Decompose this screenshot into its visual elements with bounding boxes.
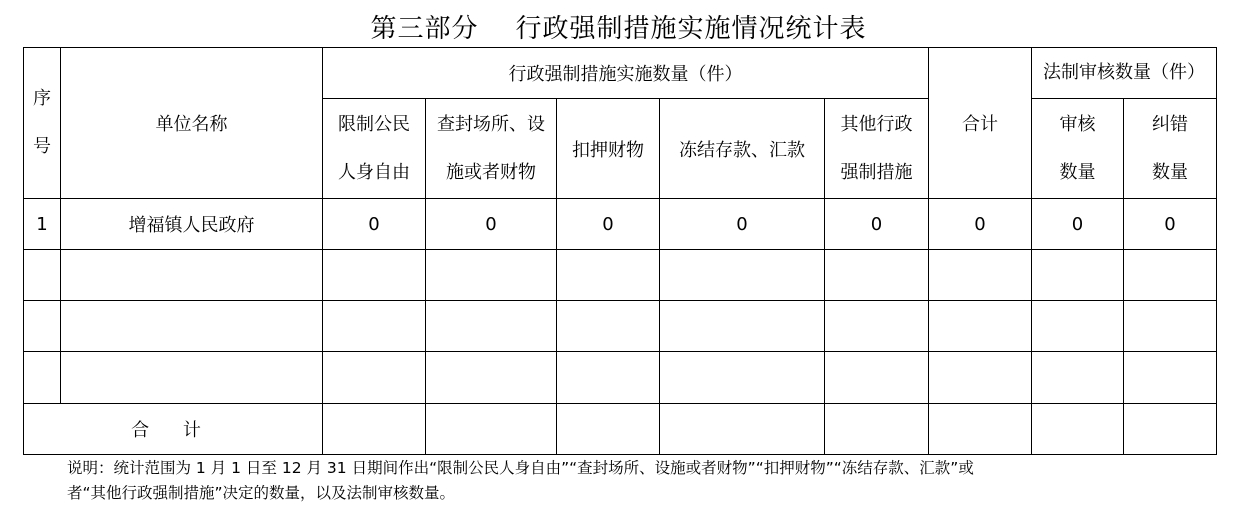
total-value-cell [557, 404, 660, 455]
unit-cell: 增福镇人民政府 [61, 199, 323, 250]
seq-header: 序 号 [24, 48, 61, 199]
total-value-cell [426, 404, 557, 455]
seq-cell: 1 [24, 199, 61, 250]
unit-cell [61, 352, 323, 404]
value-cell [1124, 250, 1217, 301]
statistics-table [23, 47, 1217, 455]
value-cell: 0 [1032, 199, 1124, 250]
total-header: 合计 [929, 48, 1032, 199]
table-row [24, 301, 1217, 352]
col-header-freeze-deposits: 冻结存款、汇款 [660, 99, 825, 199]
value-cell [323, 250, 426, 301]
value-cell [929, 352, 1032, 404]
value-cell [1124, 352, 1217, 404]
total-value-cell [323, 404, 426, 455]
value-cell [929, 301, 1032, 352]
value-cell [1032, 250, 1124, 301]
value-cell [1032, 301, 1124, 352]
unit-cell [61, 250, 323, 301]
value-cell: 0 [323, 199, 426, 250]
unit-name-header: 单位名称 [61, 48, 323, 199]
value-cell [557, 250, 660, 301]
unit-cell [61, 301, 323, 352]
value-cell: 0 [426, 199, 557, 250]
col-header-review-count: 审核 数量 [1032, 99, 1124, 199]
value-cell [825, 250, 929, 301]
table-row [24, 199, 1217, 250]
value-cell: 0 [660, 199, 825, 250]
total-value-cell [1124, 404, 1217, 455]
value-cell [1124, 301, 1217, 352]
seq-cell [24, 301, 61, 352]
total-row [24, 404, 1217, 455]
seq-cell [24, 250, 61, 301]
col-header-other-measures: 其他行政 强制措施 [825, 99, 929, 199]
value-cell [557, 301, 660, 352]
page-title: 第三部分 行政强制措施实施情况统计表 [370, 14, 867, 44]
total-value-cell [660, 404, 825, 455]
header-row-1 [24, 48, 1217, 99]
value-cell [929, 250, 1032, 301]
value-cell [323, 301, 426, 352]
value-cell [825, 301, 929, 352]
value-cell [557, 352, 660, 404]
table-row [24, 352, 1217, 404]
value-cell: 0 [929, 199, 1032, 250]
total-row-label: 合 计 [24, 404, 323, 455]
value-cell [426, 301, 557, 352]
value-cell [426, 352, 557, 404]
seq-cell [24, 352, 61, 404]
total-value-cell [929, 404, 1032, 455]
value-cell [660, 250, 825, 301]
col-header-seal-property: 查封场所、设 施或者财物 [426, 99, 557, 199]
table-row [24, 250, 1217, 301]
value-cell [825, 352, 929, 404]
value-cell: 0 [1124, 199, 1217, 250]
note-line-1: 说明：统计范围为 1 月 1 日至 12 月 31 日期间作出“限制公民人身自由”“查封场所、设施或者财物”“扣押财物”“冻结存款、汇款”或 [67, 459, 974, 477]
explanatory-note [67, 456, 1177, 506]
total-value-cell [1032, 404, 1124, 455]
value-cell [660, 301, 825, 352]
col-header-correction-count: 纠错 数量 [1124, 99, 1217, 199]
value-cell [323, 352, 426, 404]
value-cell: 0 [825, 199, 929, 250]
total-value-cell [825, 404, 929, 455]
value-cell [1032, 352, 1124, 404]
value-cell [660, 352, 825, 404]
note-line-2: 者“其他行政强制措施”决定的数量，以及法制审核数量。 [67, 484, 456, 502]
value-cell: 0 [557, 199, 660, 250]
col-header-restrict-freedom: 限制公民 人身自由 [323, 99, 426, 199]
value-cell [426, 250, 557, 301]
review-group-header: 法制审核数量（件） [1032, 48, 1217, 99]
col-header-seize-property: 扣押财物 [557, 99, 660, 199]
measures-group-header: 行政强制措施实施数量（件） [323, 48, 929, 99]
